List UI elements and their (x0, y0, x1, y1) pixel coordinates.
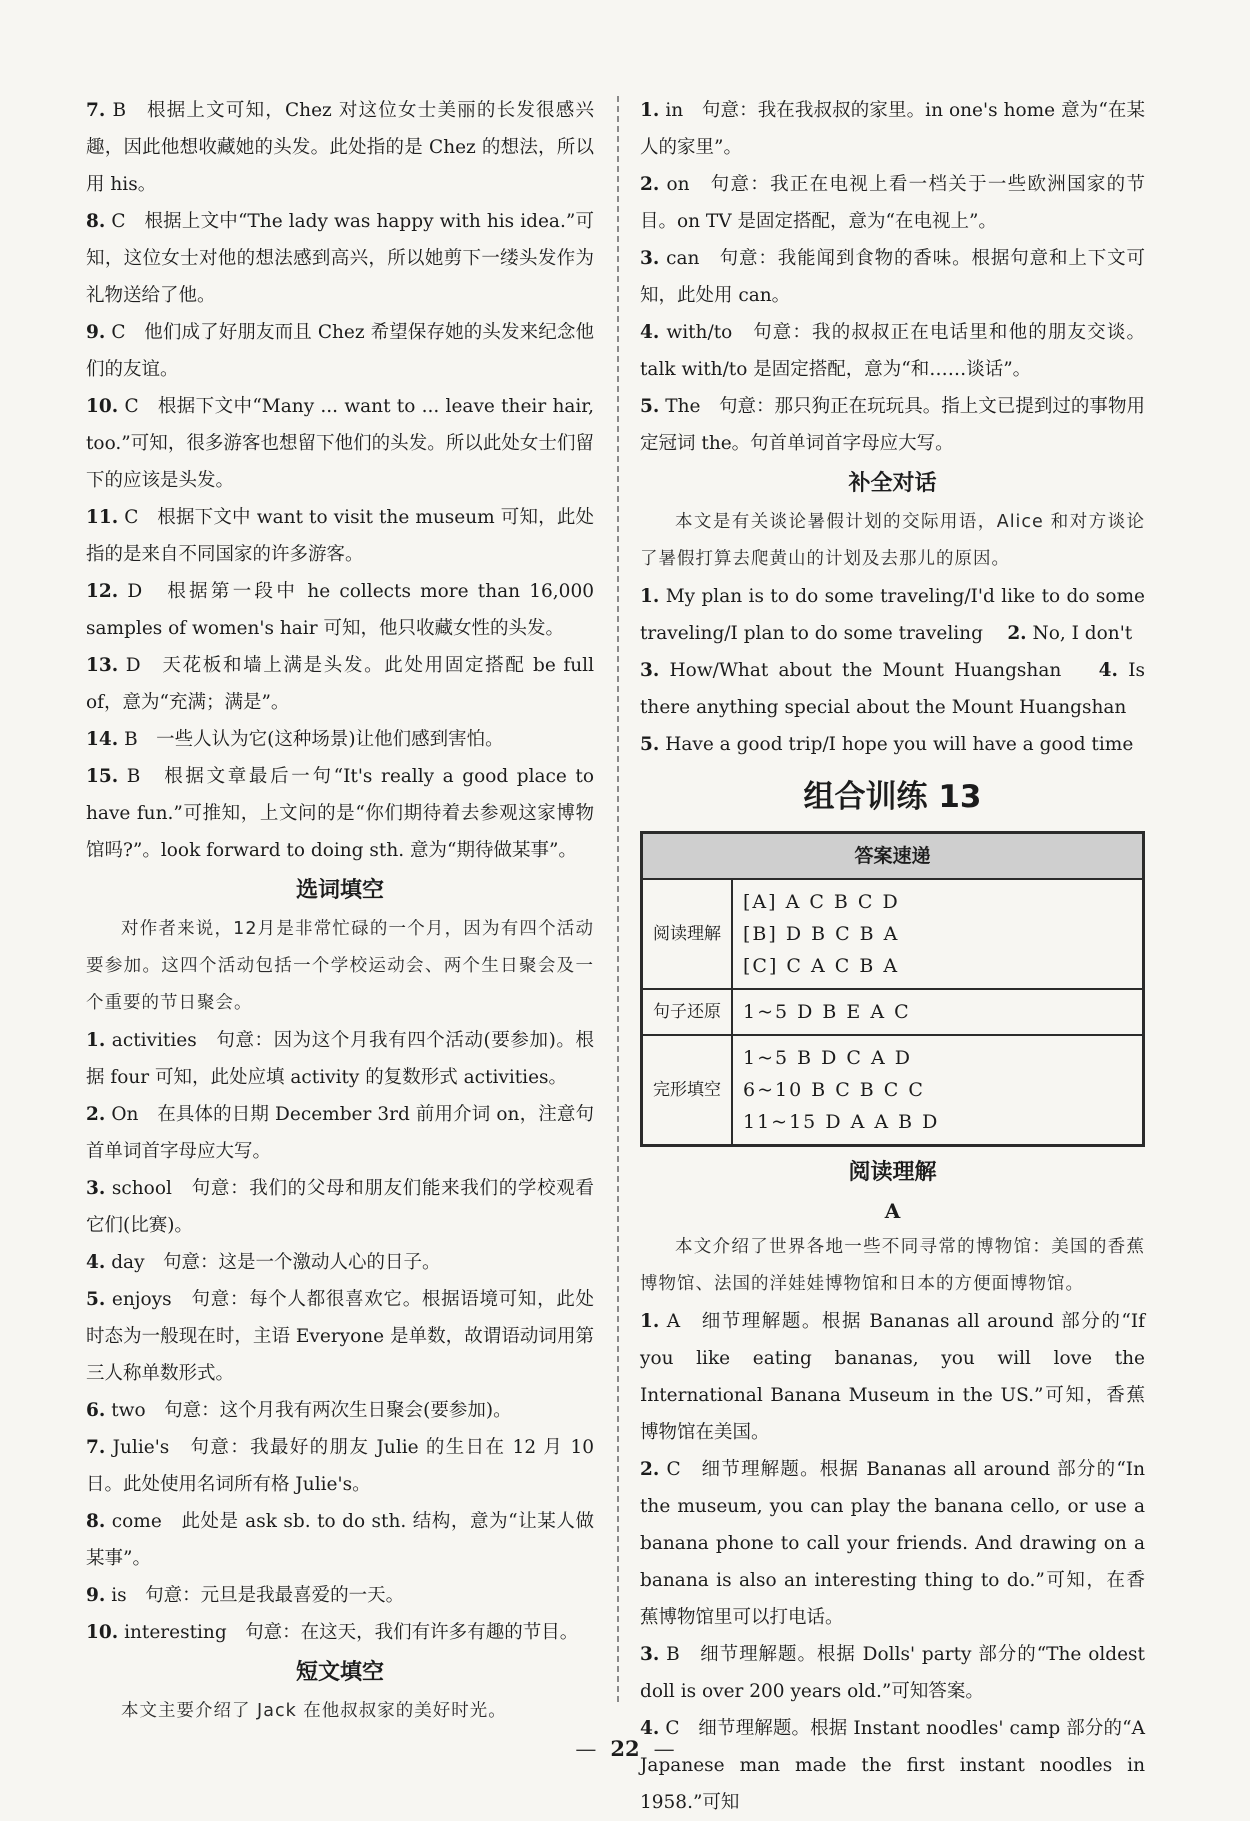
section-title-word-fill: 选词填空 (295, 878, 384, 903)
item-text: with/to 句意：我的叔叔正在电话里和他的朋友交谈。talk with/to 是固定搭配，意为“和……谈话”。 (640, 322, 1145, 380)
item-text: day 句意：这是一个激动人心的日子。 (111, 1252, 441, 1273)
answer-group: 1~5 B D C A D (743, 1047, 912, 1069)
item-number: 2. (640, 1459, 660, 1480)
item-number: 4. (86, 1252, 106, 1273)
item-number: 1. (640, 100, 660, 121)
item-text: on 句意：我正在电视上看一档关于一些欧洲国家的节目。on TV 是固定搭配，意为“在电视上”。 (640, 174, 1145, 232)
item-text: can 句意：我能闻到食物的香味。根据句意和上下文可知，此处用 can。 (640, 248, 1145, 306)
item-text: two 句意：这个月我有两次生日聚会(要参加)。 (111, 1400, 512, 1421)
answer-group: 1~5 D B E A C (743, 1001, 911, 1023)
answer-item (640, 1303, 1145, 1451)
answer-group: [C] C A C B A (743, 955, 900, 977)
page-number-value: 22 (610, 1736, 640, 1761)
item-number: 1. (86, 1030, 106, 1051)
item-text: C 根据下文中 want to visit the museum 可知，此处指的是来自不同国家的许多游客。 (86, 507, 595, 565)
item-number: 4. (640, 1718, 660, 1739)
answer-item (86, 721, 594, 758)
item-text: C 根据下文中“Many ... want to ... leave their hair, too.”可知，很多游客也想留下他们的头发。所以此处女士们留下的应该是头发。 (86, 396, 594, 491)
item-text: is 句意：元旦是我最喜爱的一天。 (111, 1585, 405, 1606)
passage-fill-explanations (640, 92, 1145, 462)
section-title-reading: 阅读理解 (848, 1160, 937, 1185)
section-intro-passage-fill: 本文主要介绍了 Jack 在他叔叔家的美好时光。 (121, 1701, 507, 1721)
item-text: How/What about the Mount Huangshan (669, 660, 1062, 681)
item-number: 7. (86, 1437, 106, 1458)
answer-row-values (732, 1035, 1144, 1146)
item-text: enjoys 句意：每个人都很喜欢它。根据语境可知，此处时态为一般现在时，主语 Everyone 是单数，故谓语动词用第三人称单数形式。 (86, 1289, 595, 1384)
item-number: 3. (86, 1178, 106, 1199)
answer-group: 6~10 B C B C C (743, 1079, 925, 1101)
item-number: 2. (86, 1104, 106, 1125)
item-text: Have a good trip/I hope you will have a good time (665, 734, 1134, 755)
answer-row-label: 句子还原 (642, 989, 733, 1035)
item-text: B 根据上文可知，Chez 对这位女士美丽的长发很感兴趣，因此他想收藏她的头发。此处指的是 Chez 的想法，所以用 his。 (86, 100, 594, 195)
item-text: No, I don't (1032, 623, 1133, 644)
answer-item (86, 388, 594, 499)
item-number: 1. (640, 586, 660, 607)
answer-item (86, 1022, 594, 1096)
answer-item (86, 1096, 594, 1170)
item-number: 8. (86, 1511, 106, 1532)
item-number: 3. (640, 660, 660, 681)
item-number: 13. (86, 655, 119, 676)
item-number: 15. (86, 766, 119, 787)
answer-item (640, 92, 1145, 166)
item-text: interesting 句意：在这天，我们有许多有趣的节目。 (124, 1622, 579, 1643)
item-text: B 一些人认为它(这种场景)让他们感到害怕。 (124, 729, 504, 750)
answer-item (640, 1710, 1145, 1821)
word-fill-explanations (86, 1022, 594, 1651)
item-number: 5. (640, 734, 660, 755)
item-text: C 细节理解题。根据 Bananas all around 部分的“In the museum, you can play the banana cello, or use a banana phone to call your friends. And drawing on a banana is also an interesting thing to do.”可知，在香蕉博物馆里可以打电话。 (640, 1459, 1145, 1628)
answer-item (640, 1636, 1145, 1710)
item-number: 4. (640, 322, 660, 343)
answer-row-values (732, 879, 1144, 989)
item-number: 12. (86, 581, 119, 602)
item-text: B 根据文章最后一句“It's really a good place to have fun.”可推知，上文问的是“你们期待着去参观这家博物馆吗?”。look forward to doing sth. 意为“期待做某事”。 (86, 766, 594, 861)
answer-item (86, 499, 594, 573)
left-column (86, 92, 594, 1730)
answer-item (86, 573, 594, 647)
item-text: D 天花板和墙上满是头发。此处用固定搭配 be full of，意为“充满；满是”。 (86, 655, 594, 713)
answer-item (86, 314, 594, 388)
item-text: A 细节理解题。根据 Bananas all around 部分的“If you like eating bananas, you will love the International Banana Museum in the US.”可知，香蕉博物馆在美国。 (640, 1311, 1145, 1443)
item-number: 10. (86, 396, 119, 417)
answer-item (640, 166, 1145, 240)
answer-item (640, 314, 1145, 388)
column-divider (617, 96, 619, 1702)
item-text: The 句意：那只狗正在玩玩具。指上文已提到过的事物用定冠词 the。句首单词首字母应大写。 (640, 396, 1145, 454)
item-number: 4. (1098, 660, 1118, 681)
cloze-explanations (86, 92, 594, 869)
item-text: activities 句意：因为这个月我有四个活动(要参加)。根据 four 可知，此处应填 activity 的复数形式 activities。 (86, 1030, 594, 1088)
item-number: 14. (86, 729, 119, 750)
item-number: 3. (640, 248, 660, 269)
item-text: C 根据上文中“The lady was happy with his idea.”可知，这位女士对他的想法感到高兴，所以她剪下一缕头发作为礼物送给了他。 (86, 211, 595, 306)
answer-group: [B] D B C B A (743, 923, 900, 945)
section-intro-word-fill: 对作者来说，12月是非常忙碌的一个月，因为有四个活动要参加。这四个活动包括一个学校运动会、两个生日聚会及一个重要的节日聚会。 (86, 919, 594, 1013)
answer-item (86, 1614, 594, 1651)
answer-item (86, 1503, 594, 1577)
answer-item (86, 758, 594, 869)
item-text: My plan is to do some traveling/I'd like to do some traveling/I plan to do some traveling (640, 586, 1145, 644)
answer-item (86, 1392, 594, 1429)
item-text: On 在具体的日期 December 3rd 前用介词 on，注意句首单词首字母应大写。 (86, 1104, 594, 1162)
answer-table-header: 答案速递 (642, 833, 1144, 880)
answer-row-label: 阅读理解 (642, 879, 733, 989)
answer-row-values (732, 989, 1144, 1035)
answer-item (640, 388, 1145, 462)
item-text: Julie's 句意：我最好的朋友 Julie 的生日在 12 月 10 日。此处使用名词所有格 Julie's。 (86, 1437, 594, 1495)
item-text: C 他们成了好朋友而且 Chez 希望保存她的头发来纪念他们的友谊。 (86, 322, 594, 380)
item-text: come 此处是 ask sb. to do sth. 结构，意为“让某人做某事”。 (86, 1511, 594, 1569)
item-number: 2. (640, 174, 660, 195)
answer-item (640, 1451, 1145, 1636)
answer-row-label: 完形填空 (642, 1035, 733, 1146)
answer-item (86, 1429, 594, 1503)
section-intro-dialog: 本文是有关谈论暑假计划的交际用语，Alice 和对方谈论了暑假打算去爬黄山的计划及去那儿的原因。 (640, 512, 1145, 569)
item-number: 7. (86, 100, 106, 121)
answer-item (86, 92, 594, 203)
answer-item (86, 203, 594, 314)
passage-letter: A (884, 1199, 901, 1223)
right-column (640, 92, 1145, 1821)
answer-group: [A] A C B C D (743, 891, 900, 913)
item-number: 11. (86, 507, 119, 528)
item-text: C 细节理解题。根据 Instant noodles' camp 部分的“A Japanese man made the first instant noodles in 1958.”可知 (640, 1718, 1145, 1813)
item-number: 9. (86, 1585, 106, 1606)
item-number: 2. (1007, 623, 1027, 644)
item-number: 5. (86, 1289, 106, 1310)
answer-item (86, 1170, 594, 1244)
dialog-answers (640, 578, 1145, 763)
item-text: in 句意：我在我叔叔的家里。in one's home 意为“在某人的家里”。 (640, 100, 1145, 158)
item-number: 3. (640, 1644, 660, 1665)
item-number: 5. (640, 396, 660, 417)
item-text: school 句意：我们的父母和朋友们能来我们的学校观看它们(比赛)。 (86, 1178, 594, 1236)
item-number: 6. (86, 1400, 106, 1421)
item-number: 10. (86, 1622, 119, 1643)
answer-item (86, 1244, 594, 1281)
answer-item (86, 1577, 594, 1614)
answer-group: 11~15 D A A B D (743, 1111, 940, 1133)
item-number: 9. (86, 322, 106, 343)
item-text: B 细节理解题。根据 Dolls' party 部分的“The oldest doll is over 200 years old.”可知答案。 (640, 1644, 1145, 1702)
answer-item (86, 647, 594, 721)
section-intro-reading: 本文介绍了世界各地一些不同寻常的博物馆：美国的香蕉博物馆、法国的洋娃娃博物馆和日本的方便面博物馆。 (640, 1237, 1145, 1294)
item-text: Is there anything special about the Mount Huangshan (640, 660, 1146, 718)
answer-item (86, 1281, 594, 1392)
answer-table (640, 831, 1145, 1147)
item-number: 1. (640, 1311, 660, 1332)
item-text: D 根据第一段中 he collects more than 16,000 samples of women's hair 可知，他只收藏女性的头发。 (86, 581, 594, 639)
page-number: — 22 — (575, 1736, 675, 1761)
unit-title: 组合训练 13 (803, 779, 982, 815)
section-title-passage-fill: 短文填空 (295, 1660, 384, 1685)
item-number: 8. (86, 211, 106, 232)
section-title-dialog: 补全对话 (848, 471, 937, 496)
answer-item (640, 240, 1145, 314)
